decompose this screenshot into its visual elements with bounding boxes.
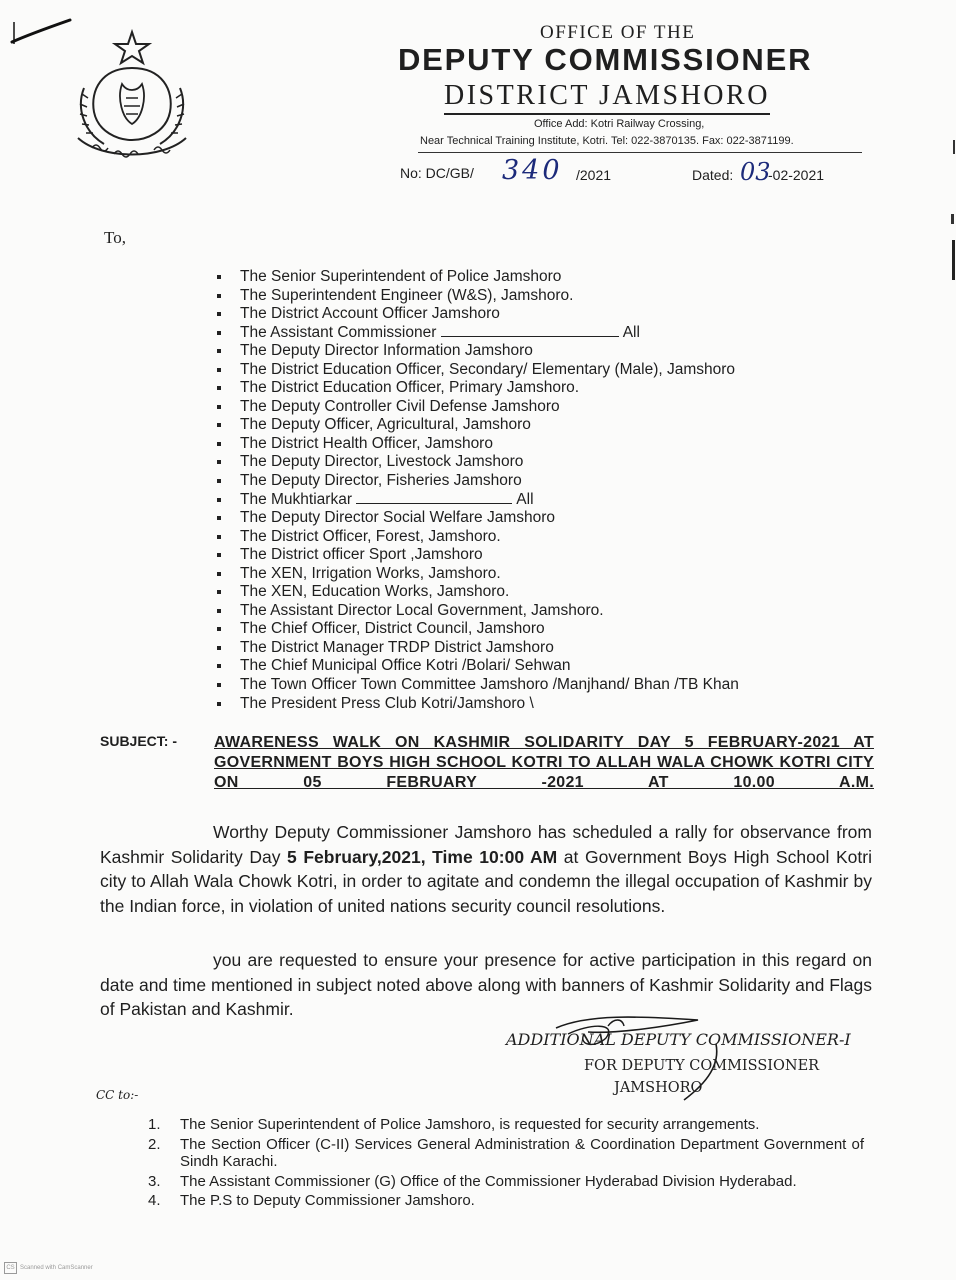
cc-item-text: The Assistant Commissioner (G) Office of the Commissioner Hyderabad Division Hyderabad. xyxy=(180,1172,797,1190)
office-address-line1: Office Add: Kotri Railway Crossing, xyxy=(534,118,705,130)
recipient-item: The District officer Sport ,Jamshoro xyxy=(212,546,739,565)
camscanner-logo-icon: CS xyxy=(4,1262,17,1274)
cc-item xyxy=(148,1116,864,1134)
body-paragraph-1-end: at Government Boys High School Kotri city to Allah Wala Chowk Kotri, in order to agitate and condemn the illegal occupation of Kashmir by the Indian force, in violation of united nations security council resolutions. xyxy=(100,846,872,916)
dated-day-handwritten: 03 xyxy=(740,158,771,186)
recipient-suffix: All xyxy=(516,490,534,508)
recipient-suffix: All xyxy=(622,323,640,341)
cc-item-text: The Section Officer (C-II) Services General Administration & Coordination Department Government of Sindh Karachi. xyxy=(180,1135,864,1170)
subject-text: AWARENESS WALK ON KASHMIR SOLIDARITY DAY 5 FEBRUARY-2021 AT GOVERNMENT BOYS HIGH SCHOOL KOTRI TO ALLAH WALA CHOWK KOTRI CITY ON 05 FEBRUARY -2021 AT 10.00 A.M. xyxy=(214,734,874,791)
fill-in-blank xyxy=(441,336,619,337)
recipient-item: The District Health Officer, Jamshoro xyxy=(212,435,739,454)
cc-list xyxy=(148,1116,864,1212)
body-paragraph-2: you are requested to ensure your presence for active participation in this regard on date and time mentioned in subject noted above along with banners of Kashmir Solidarity and Flags of Pakistan and Kashmir. xyxy=(100,950,872,1019)
signature-designation: ADDITIONAL DEPUTY COMMISSIONER-I xyxy=(506,1030,851,1049)
reference-year: /2021 xyxy=(576,167,612,183)
recipient-item: The President Press Club Kotri/Jamshoro \ xyxy=(212,695,739,714)
letterhead-divider xyxy=(418,152,862,153)
recipient-item: The Deputy Director, Livestock Jamshoro xyxy=(212,453,739,472)
dated-label: Dated: xyxy=(692,167,734,183)
fill-in-blank xyxy=(356,503,512,504)
recipient-item: The XEN, Education Works, Jamshoro. xyxy=(212,583,739,602)
recipient-item: The Deputy Director Information Jamshoro xyxy=(212,342,739,361)
reference-number-handwritten: 340 xyxy=(502,155,563,186)
dated-month-year: -02-2021 xyxy=(768,167,825,183)
cc-item-number: 3. xyxy=(148,1172,161,1190)
letterhead-office-of: OFFICE OF THE xyxy=(540,22,696,43)
recipient-list xyxy=(212,268,739,713)
recipient-item: The Assistant Director Local Government, Jamshoro. xyxy=(212,602,739,621)
recipient-item: The District Education Officer, Secondary/ Elementary (Male), Jamshoro xyxy=(212,361,739,380)
recipient-item: The Deputy Director Social Welfare Jamshoro xyxy=(212,509,739,528)
body-paragraph-1-date: 5 February,2021, Time 10:00 AM xyxy=(287,846,558,867)
cc-item-number: 1. xyxy=(148,1116,161,1133)
office-address-line2: Near Technical Training Institute, Kotri. Tel: 022-3870135. Fax: 022-3871199. xyxy=(420,135,794,147)
letterhead-district: DISTRICT JAMSHORO xyxy=(444,80,770,115)
scanner-watermark xyxy=(4,1262,93,1274)
recipient-item: The XEN, Irrigation Works, Jamshoro. xyxy=(212,565,739,584)
to-label: To, xyxy=(104,228,126,247)
recipient-item: The Deputy Director, Fisheries Jamshoro xyxy=(212,472,739,491)
recipient-item xyxy=(212,324,739,343)
signature-for-line: FOR DEPUTY COMMISSIONER xyxy=(584,1058,820,1074)
cc-label: CC to:- xyxy=(96,1088,139,1102)
scanner-watermark-text: Scanned with CamScanner xyxy=(20,1265,93,1271)
recipient-item: The Chief Officer, District Council, Jamshoro xyxy=(212,620,739,639)
recipient-text: The Mukhtiarkar xyxy=(240,490,352,508)
recipient-item: The Superintendent Engineer (W&S), Jamshoro. xyxy=(212,287,739,306)
recipient-item: The District Account Officer Jamshoro xyxy=(212,305,739,324)
recipient-item: The District Officer, Forest, Jamshoro. xyxy=(212,528,739,547)
recipient-item: The Town Officer Town Committee Jamshoro /Manjhand/ Bhan /TB Khan xyxy=(212,676,739,695)
cc-item xyxy=(148,1173,864,1191)
cc-item xyxy=(148,1136,864,1171)
body-paragraph-1 xyxy=(100,820,872,918)
cc-item-text: The Senior Superintendent of Police Jamshoro, is requested for security arrangements. xyxy=(180,1116,760,1133)
recipient-item xyxy=(212,491,739,510)
recipient-item: The District Manager TRDP District Jamshoro xyxy=(212,639,739,658)
letterhead-title: DEPUTY COMMISSIONER xyxy=(398,42,813,77)
recipient-item: The Deputy Officer, Agricultural, Jamshoro xyxy=(212,416,739,435)
signature-district: JAMSHORO xyxy=(614,1080,703,1096)
government-emblem-icon xyxy=(62,28,202,164)
cc-item xyxy=(148,1192,864,1210)
scan-edge-marks xyxy=(946,140,956,340)
body-paragraph-1-start: Worthy Deputy Commissioner Jamshoro has scheduled a rally for observance from Kashmir Solidarity Day xyxy=(100,822,872,867)
subject-label: SUBJECT: - xyxy=(100,733,178,749)
recipient-item: The District Education Officer, Primary Jamshoro. xyxy=(212,379,739,398)
recipient-text: The Assistant Commissioner xyxy=(240,323,437,341)
cc-item-number: 2. xyxy=(148,1135,161,1153)
cc-item-text: The P.S to Deputy Commissioner Jamshoro. xyxy=(180,1192,475,1209)
reference-number-label: No: DC/GB/ xyxy=(400,165,474,181)
recipient-item: The Senior Superintendent of Police Jamshoro xyxy=(212,268,739,287)
recipient-item: The Deputy Controller Civil Defense Jamshoro xyxy=(212,398,739,417)
recipient-item: The Chief Municipal Office Kotri /Bolari/ Sehwan xyxy=(212,657,739,676)
cc-item-number: 4. xyxy=(148,1192,161,1209)
